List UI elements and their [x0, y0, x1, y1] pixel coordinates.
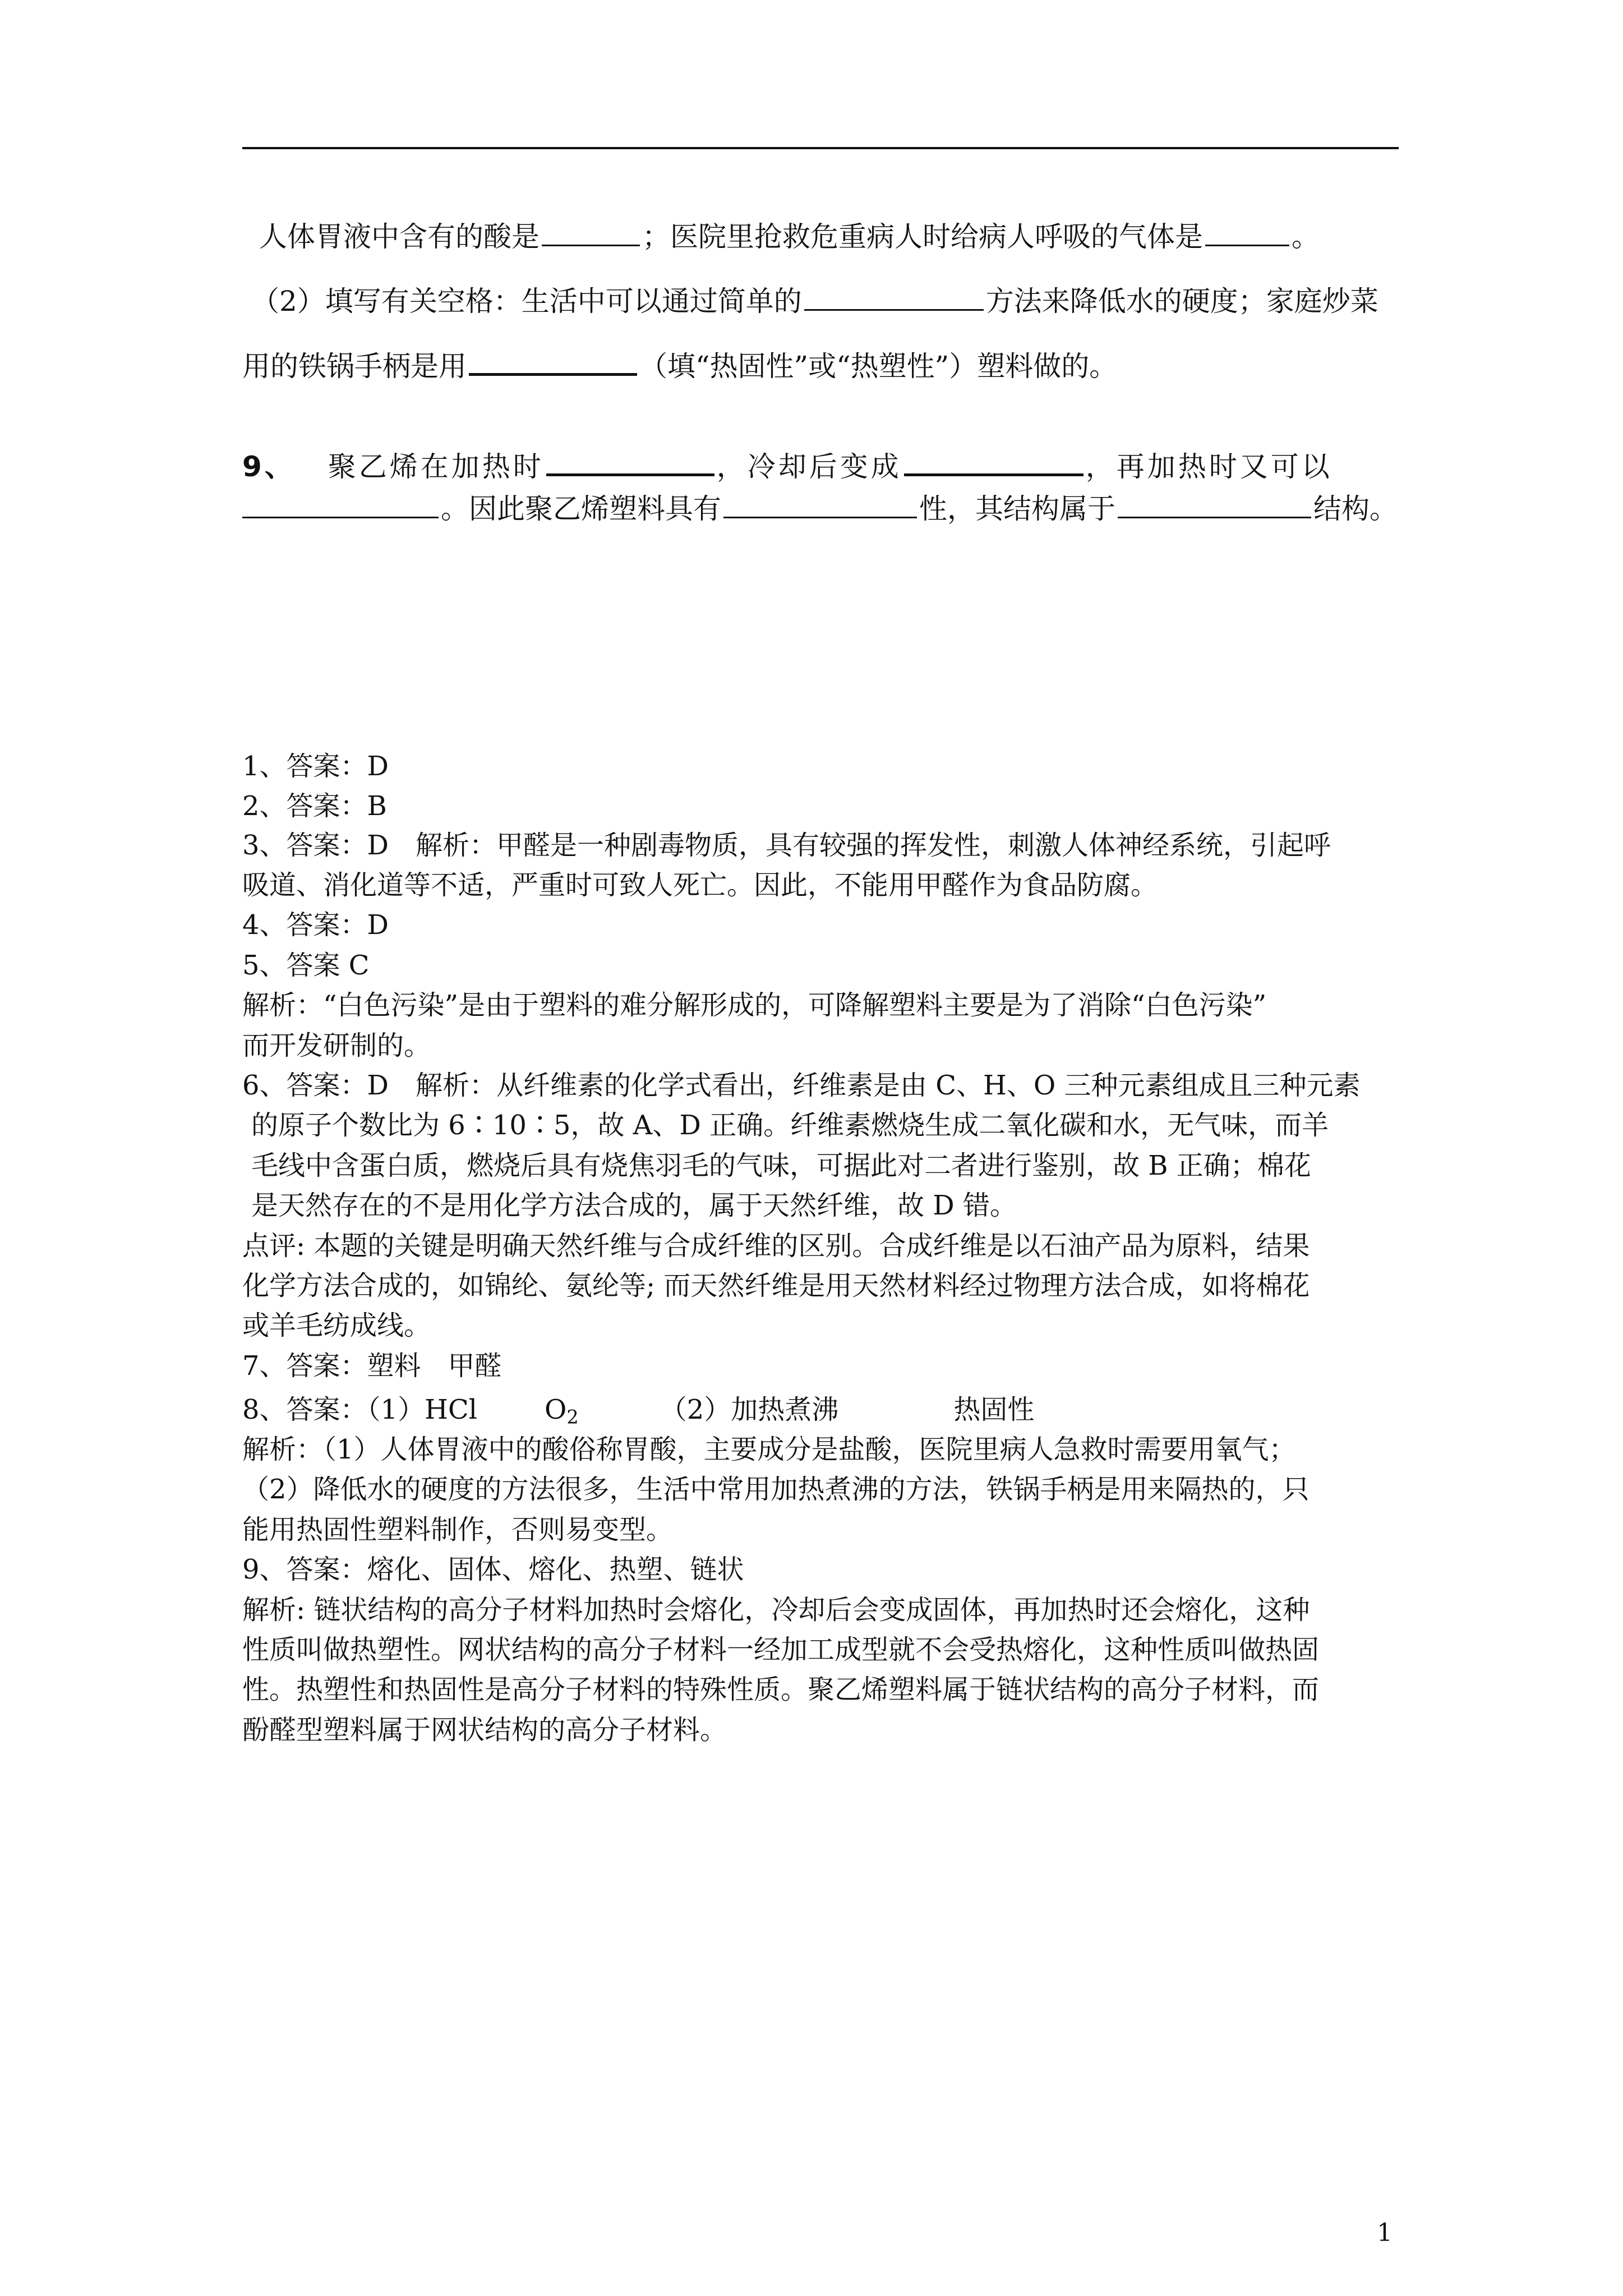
page-number: 1	[1377, 2219, 1393, 2247]
answer-blank[interactable]	[804, 283, 984, 311]
answer-9-analysis-line-1: 解析: 链状结构的高分子材料加热时会熔化，冷却后会变成固体，再加热时还会熔化，这种	[242, 1594, 1310, 1626]
question-9-line-2: 。因此聚乙烯塑料具有 性，其结构属于 结构。	[242, 486, 1398, 527]
answer-6-line-2: 的原子个数比为 6∶10∶5，故 A、D 正确。纤维素燃烧生成二氧化碳和水，无气味，而羊	[251, 1110, 1329, 1141]
question-8-line-2: （2）填写有关空格：生活中可以通过简单的 方法来降低水的硬度；家庭炒菜	[251, 279, 1378, 319]
answer-blank[interactable]	[904, 447, 1083, 477]
answer-8-analysis-line-2: （2）降低水的硬度的方法很多，生活中常用加热煮沸的方法，铁锅手柄是用来隔热的，只	[242, 1474, 1310, 1505]
answer-9-analysis-line-2: 性质叫做热塑性。网状结构的高分子材料一经加工成型就不会受热熔化，这种性质叫做热固	[242, 1634, 1320, 1665]
answer-6-comment-line-2: 化学方法合成的，如锦纶、氨纶等; 而天然纤维是用天然材料经过物理方法合成，如将棉花	[242, 1270, 1310, 1301]
answer-6-line-3: 毛线中含蛋白质，燃烧后具有烧焦羽毛的气味，可据此对二者进行鉴别，故 B 正确；棉花	[251, 1150, 1311, 1181]
answer-6-comment-line-3: 或羊毛纺成线。	[242, 1310, 431, 1341]
answer-8-analysis-line-3: 能用热固性塑料制作，否则易变型。	[242, 1514, 674, 1545]
answer-9: 9、答案：熔化、固体、熔化、热塑、链状	[242, 1554, 744, 1585]
answer-6-comment-line-1: 点评: 本题的关键是明确天然纤维与合成纤维的区别。合成纤维是以石油产品为原料，结果	[242, 1230, 1310, 1262]
answer-8: 8、答案：（1）HCl $O_2$ （2）加热煮沸 热固性	[242, 1394, 1035, 1428]
answer-blank[interactable]	[1118, 490, 1311, 519]
answer-6-line-1: 6、答案：D 解析：从纤维素的化学式看出，纤维素是由 C、H、O 三种元素组成且三种元素	[242, 1070, 1361, 1101]
answer-9-analysis-line-3: 性。热塑性和热固性是高分子材料的特殊性质。聚乙烯塑料属于链状结构的高分子材料，而	[242, 1674, 1320, 1705]
answer-blank[interactable]	[242, 490, 439, 519]
answer-blank[interactable]	[469, 347, 637, 376]
answer-5-analysis-line-2: 而开发研制的。	[242, 1030, 431, 1061]
answer-1: 1、答案：D	[242, 751, 389, 782]
header-rule	[242, 147, 1399, 149]
answer-blank[interactable]	[542, 218, 640, 247]
question-9-line-1: 9、 聚乙烯在加热时 ，冷却后变成 ，再加热时又可以	[242, 444, 1332, 485]
answer-4: 4、答案：D	[242, 909, 389, 941]
answer-9-analysis-line-4: 酚醛型塑料属于网状结构的高分子材料。	[242, 1714, 727, 1746]
answer-3-line-2: 吸道、消化道等不适，严重时可致人死亡。因此，不能用甲醛作为食品防腐。	[242, 869, 1158, 901]
answer-2: 2、答案：B	[242, 790, 387, 822]
question-8-line-1: 人体胃液中含有的酸是 ；医院里抢救危重病人时给病人呼吸的气体是 。	[259, 214, 1320, 255]
answer-blank[interactable]	[1205, 218, 1289, 247]
answer-blank[interactable]	[723, 490, 917, 519]
answer-3-line-1: 3、答案：D 解析：甲醛是一种剧毒物质，具有较强的挥发性，刺激人体神经系统，引起呼	[242, 830, 1331, 861]
answer-7: 7、答案：塑料 甲醛	[242, 1350, 502, 1382]
answer-8-analysis-line-1: 解析：（1）人体胃液中的酸俗称胃酸，主要成分是盐酸，医院里病人急救时需要用氧气；	[242, 1434, 1296, 1465]
answer-blank[interactable]	[546, 447, 714, 477]
answer-5: 5、答案 C	[242, 950, 370, 981]
answer-5-analysis-line-1: 解析：“白色污染”是由于塑料的难分解形成的，可降解塑料主要是为了消除“白色污染”	[242, 990, 1267, 1021]
question-8-line-3: 用的铁锅手柄是用 （填“热固性”或“热塑性”）塑料做的。	[242, 344, 1117, 384]
answer-6-line-4: 是天然存在的不是用化学方法合成的，属于天然纤维，故 D 错。	[251, 1190, 1017, 1221]
